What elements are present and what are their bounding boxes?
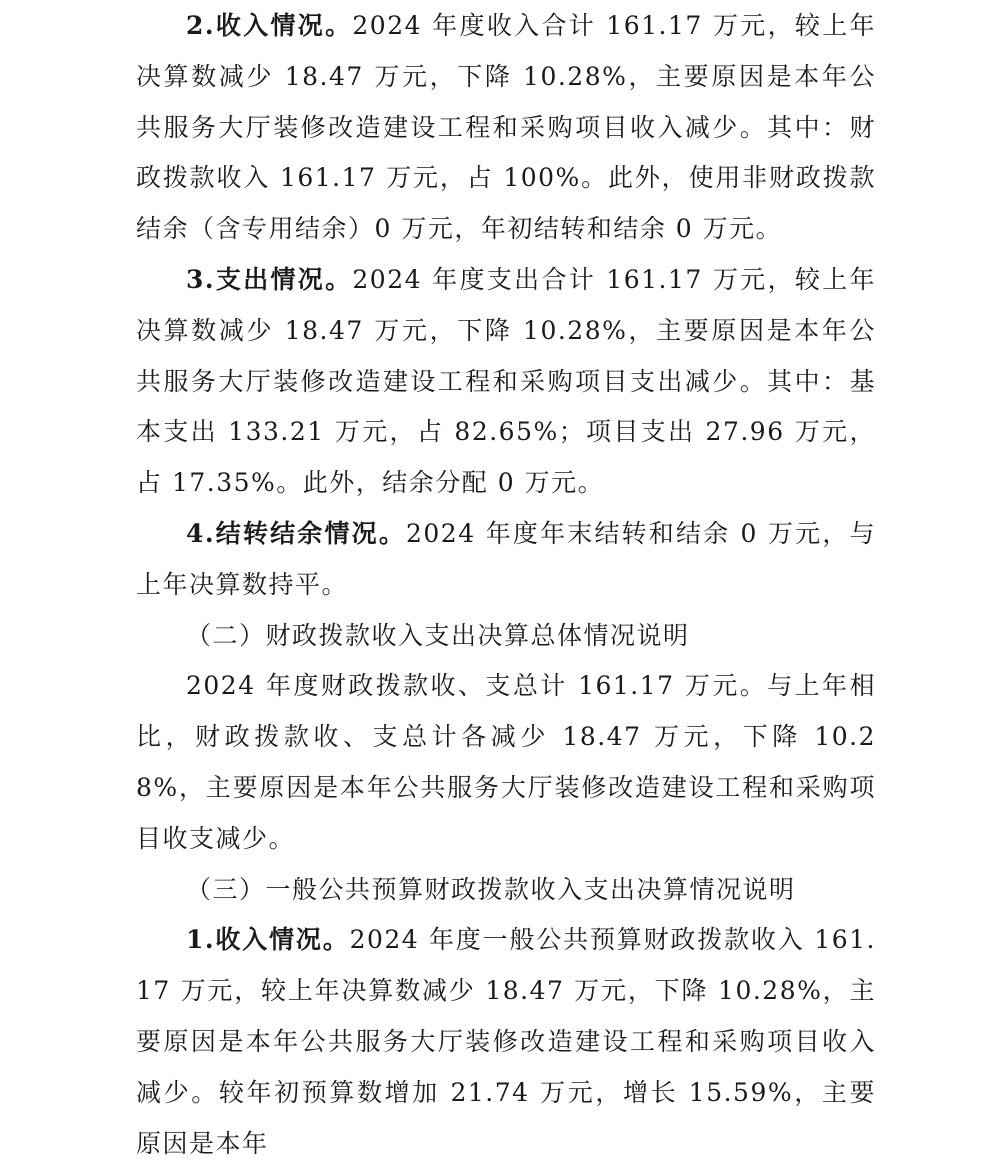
paragraph-text: 2024 年度收入合计 161.17 万元，较上年决算数减少 18.47 万元，下降 10.28%，主要原因是本年公共服务大厅装修改造建设工程和采购项目收入减少。其中：财政拨款收入 161.17 万元，占 100%。此外，使用非财政拨款结余（含专用结余）0 万元，年初结转和结余 0 万元。 (136, 11, 876, 244)
paragraph-lead: 3.支出情况。 (186, 264, 353, 294)
paragraph-text: 2024 年度年末结转和结余 0 万元，与上年决算数持平。 (136, 518, 876, 599)
section-heading-general-budget: （三）一般公共预算财政拨款收入支出决算情况说明 (186, 874, 796, 904)
paragraph-lead: 2.收入情况。 (186, 11, 353, 40)
paragraph-lead: 4.结转结余情况。 (186, 518, 406, 548)
paragraph-income (136, 1, 876, 255)
section-heading-fiscal-overview: （二）财政拨款收入支出决算总体情况说明 (186, 620, 690, 650)
paragraph-lead: 1.收入情况。 (186, 925, 350, 955)
paragraph-text: 2024 年度支出合计 161.17 万元，较上年决算数减少 18.47 万元，下降 10.28%，主要原因是本年公共服务大厅装修改造建设工程和采购项目支出减少。其中：基本支出 133.21 万元，占 82.65%；项目支出 27.96 万元，占 17.35%。此外，结余分配 0 万元。 (136, 264, 876, 498)
paragraph-text: 2024 年度财政拨款收、支总计 161.17 万元。与上年相比，财政拨款收、支总计各减少 18.47 万元，下降 10.28%，主要原因是本年公共服务大厅装修改造建设工程和采购项目收支减少。 (136, 671, 876, 853)
paragraph-fiscal-overview (136, 661, 876, 864)
document-page (136, 0, 876, 1169)
paragraph-text: 2024 年度一般公共预算财政拨款收入 161.17 万元，较上年决算数减少 18.47 万元，下降 10.28%，主要原因是本年公共服务大厅装修改造建设工程和采购项目收入减少。较年初预算数增加 21.74 万元，增长 15.59%，主要原因是本年 (136, 925, 876, 1158)
paragraph-expenditure (136, 255, 876, 509)
paragraph-general-budget-income (136, 915, 876, 1169)
paragraph-carryover (136, 509, 876, 611)
